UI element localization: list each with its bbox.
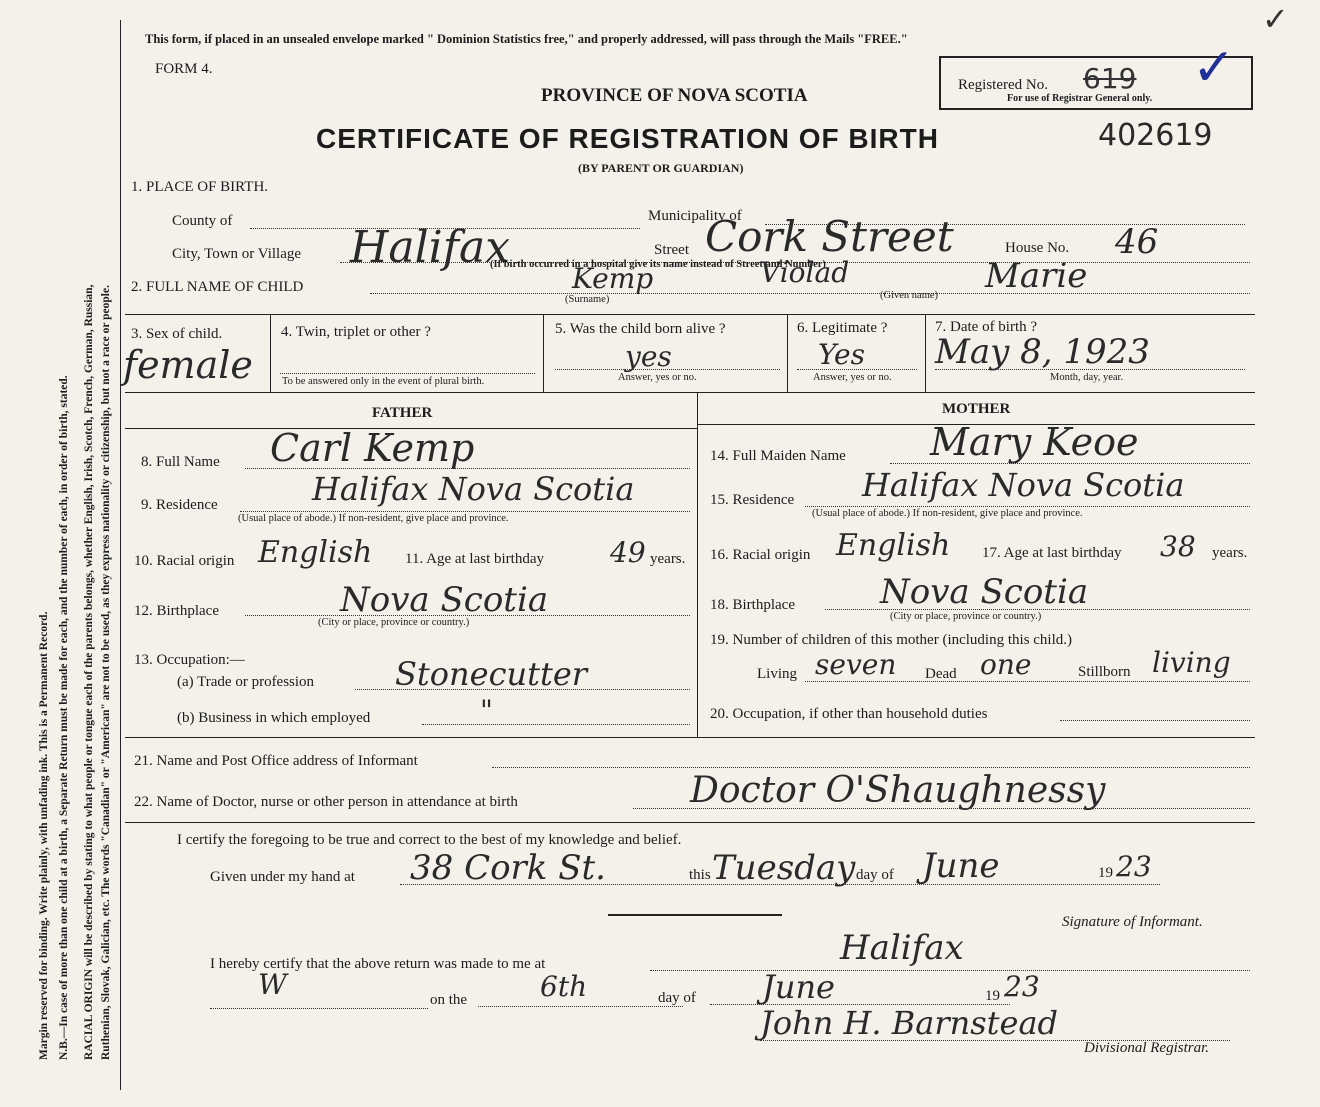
registrar-certify-text: I hereby certify that the above return was made to me at <box>210 956 546 972</box>
surname-label: (Surname) <box>565 294 610 305</box>
father-birthplace-label: 12. Birthplace <box>134 603 219 619</box>
given-line <box>400 884 1160 885</box>
dead-label: Dead <box>925 666 957 682</box>
informant-line <box>492 767 1250 768</box>
stillborn-label: Stillborn <box>1078 664 1131 680</box>
mother-age-value: 38 <box>1160 530 1196 563</box>
binding-margin-line <box>120 20 121 1090</box>
doctor-line <box>633 808 1250 809</box>
father-trade-line <box>355 689 690 690</box>
house-value: 46 <box>1115 222 1159 262</box>
mother-race-value: English <box>836 528 951 563</box>
attendance-bottom-line <box>125 822 1255 823</box>
twin-line <box>280 373 535 374</box>
father-name-line <box>245 468 690 469</box>
mother-race-label: 16. Racial origin <box>710 547 811 563</box>
doctor-label: 22. Name of Doctor, nurse or other person in attendance at birth <box>134 794 518 810</box>
alive-line <box>555 369 780 370</box>
street-value: Cork Street <box>705 212 954 261</box>
this-label: this <box>689 867 711 883</box>
mother-name-label: 14. Full Maiden Name <box>710 448 846 464</box>
legit-note: Answer, yes or no. <box>813 372 892 383</box>
alive-label: 5. Was the child born alive ? <box>555 321 726 337</box>
mother-children-label: 19. Number of children of this mother (including this child.) <box>710 632 1073 648</box>
given-name-label: (Given name) <box>880 290 939 301</box>
mother-years: years. <box>1212 545 1248 561</box>
registrar-prefix-line <box>210 1008 428 1009</box>
margin-note-line1: Margin reserved for binding. Write plainly, with unfading ink. This is a Permanent Record. <box>38 611 50 1060</box>
row3-div-4 <box>925 314 926 392</box>
child-name-label: 2. FULL NAME OF CHILD <box>131 279 304 295</box>
row3-div-2 <box>543 314 544 392</box>
father-residence-note: (Usual place of abode.) If non-resident, give place and province. <box>238 513 509 524</box>
mother-residence-note: (Usual place of abode.) If non-resident, give place and province. <box>812 508 1083 519</box>
year-value: 23 <box>1116 850 1152 883</box>
street-label: Street <box>654 242 689 258</box>
form-number: FORM 4. <box>155 61 213 77</box>
registrar-year-prefix: 19 <box>985 988 1000 1004</box>
row3-bottom-line <box>125 392 1255 393</box>
legit-value: Yes <box>818 338 865 371</box>
informant-label: 21. Name and Post Office address of Informant <box>134 753 418 769</box>
day-of-label: day of <box>856 867 894 883</box>
doctor-value: Doctor O'Shaughnessy <box>690 770 1106 811</box>
county-label: County of <box>172 213 233 229</box>
father-trade-value: Stonecutter <box>395 655 588 693</box>
city-label: City, Town or Village <box>172 246 302 262</box>
child-name-line <box>370 293 1250 294</box>
father-business-label: (b) Business in which employed <box>177 710 371 726</box>
row3-div-3 <box>787 314 788 392</box>
certificate-title: CERTIFICATE OF REGISTRATION OF BIRTH <box>316 123 939 154</box>
parents-divider <box>697 392 698 737</box>
registrar-day-of-label: day of <box>658 990 696 1006</box>
mother-residence-line <box>805 506 1250 507</box>
mother-birthplace-value: Nova Scotia <box>880 572 1089 612</box>
father-race-label: 10. Racial origin <box>134 553 235 569</box>
father-age-label: 11. Age at last birthday <box>405 551 544 567</box>
father-heading: FATHER <box>372 405 433 421</box>
margin-note-line2: N.B.—In case of more than one child at a birth, a Separate Return must be made for each, and the number of each, in order of birth, stated. <box>58 375 70 1060</box>
certify-text: I certify the foregoing to be true and correct to the best of my knowledge and belief. <box>177 832 682 848</box>
registrar-w-mark: W <box>258 968 287 1001</box>
margin-note-line3: RACIAL ORIGIN will be described by stating to what people or tongue each of the parents belongs, whether English, Irish, Scotch, French, German, Russian, <box>83 284 95 1060</box>
given-place-value: 38 Cork St. <box>410 848 606 888</box>
father-name-label: 8. Full Name <box>141 454 220 470</box>
province-title: PROVINCE OF NOVA SCOTIA <box>541 85 808 106</box>
mother-name-value: Mary Keoe <box>930 420 1139 464</box>
registrar-signature: John H. Barnstead <box>760 1004 1059 1042</box>
informant-signature-line <box>608 914 782 916</box>
on-the-label: on the <box>430 992 468 1008</box>
mother-age-label: 17. Age at last birthday <box>982 545 1122 561</box>
margin-note-line4: Ruthenian, Slovak, Galician, etc. The words "Canadian" or "American" are not to be used, as they express nationality or citizenship, but not a race or people. <box>100 285 112 1060</box>
father-business-line <box>422 724 690 725</box>
father-birthplace-value: Nova Scotia <box>340 580 549 620</box>
registrar-title: Divisional Registrar. <box>1084 1040 1210 1056</box>
certificate-number: 402619 <box>1098 118 1213 153</box>
twin-note: To be answered only in the event of plural birth. <box>282 376 485 387</box>
father-residence-label: 9. Residence <box>141 497 218 513</box>
mail-notice: This form, if placed in an unsealed envelope marked " Dominion Statistics free," and properly addressed, will pass through the Mails "FREE." <box>145 32 908 46</box>
city-value: Halifax <box>350 222 511 273</box>
hospital-note: (If birth occurred in a hospital give its name instead of Street and Number) <box>490 259 826 270</box>
given-under-label: Given under my hand at <box>210 869 355 885</box>
child-given-name-2: Marie <box>985 256 1088 296</box>
registrar-note: For use of Registrar General only. <box>1007 93 1153 104</box>
living-value: seven <box>815 648 897 681</box>
living-label: Living <box>757 666 797 682</box>
municipality-label: Municipality of <box>648 208 742 224</box>
certificate-subtitle: (BY PARENT OR GUARDIAN) <box>578 161 744 175</box>
child-given-name-1: Violad <box>760 256 850 289</box>
house-label: House No. <box>1005 240 1070 256</box>
alive-note: Answer, yes or no. <box>618 372 697 383</box>
father-residence-line <box>240 511 690 512</box>
mother-birthplace-line <box>825 609 1250 610</box>
corner-tick: ✓ <box>1262 1 1289 37</box>
registered-label: Registered No. <box>958 77 1048 93</box>
sex-label: 3. Sex of child. <box>131 326 223 342</box>
day-value: Tuesday <box>712 848 856 888</box>
dob-note: Month, day, year. <box>1050 372 1124 383</box>
year-prefix: 19 <box>1098 865 1113 881</box>
registered-value: 619 <box>1083 62 1137 95</box>
alive-value: yes <box>625 340 672 373</box>
father-business-value: " <box>480 694 493 727</box>
father-name-value: Carl Kemp <box>270 426 475 470</box>
mother-occupation-label: 20. Occupation, if other than household duties <box>710 706 988 722</box>
father-occupation-label: 13. Occupation:— <box>134 652 245 668</box>
mother-birthplace-label: 18. Birthplace <box>710 597 795 613</box>
registrar-day-value: 6th <box>540 970 588 1003</box>
mother-occupation-line <box>1060 720 1250 721</box>
row3-div-1 <box>270 314 271 392</box>
check-mark: ✓ <box>1192 40 1236 97</box>
dob-label: 7. Date of birth ? <box>935 319 1038 335</box>
legit-label: 6. Legitimate ? <box>797 320 888 336</box>
father-residence-value: Halifax Nova Scotia <box>312 470 635 508</box>
legit-line <box>797 369 917 370</box>
dob-value: May 8, 1923 <box>935 332 1150 372</box>
parents-bottom-line <box>125 737 1255 738</box>
registrar-year-value: 23 <box>1004 970 1040 1003</box>
father-race-value: English <box>258 535 373 570</box>
registrar-place-value: Halifax <box>840 928 964 968</box>
father-birthplace-line <box>245 615 690 616</box>
mother-name-line <box>890 463 1250 464</box>
registrar-month-value: June <box>762 968 835 1006</box>
sex-value: female <box>123 343 253 387</box>
row3-top-line <box>125 314 1255 315</box>
living-line <box>805 681 1250 682</box>
signature-label: Signature of Informant. <box>1062 914 1203 930</box>
father-trade-label: (a) Trade or profession <box>177 674 315 690</box>
father-age-value: 49 <box>610 536 646 569</box>
mother-heading: MOTHER <box>942 401 1011 417</box>
dead-value: one <box>980 648 1032 681</box>
mother-residence-label: 15. Residence <box>710 492 795 508</box>
father-birthplace-note: (City or place, province or country.) <box>318 617 470 628</box>
registrar-place-line <box>650 970 1250 971</box>
month-value: June <box>922 846 1000 886</box>
stillborn-value: living <box>1152 646 1231 679</box>
mother-birthplace-note: (City or place, province or country.) <box>890 611 1042 622</box>
father-years: years. <box>650 551 686 567</box>
registrar-day-line <box>478 1006 683 1007</box>
dob-line <box>935 369 1245 370</box>
mother-residence-value: Halifax Nova Scotia <box>862 466 1185 504</box>
child-surname: Kemp <box>572 262 654 295</box>
twin-label: 4. Twin, triplet or other ? <box>281 324 431 340</box>
place-of-birth-label: 1. PLACE OF BIRTH. <box>131 179 269 195</box>
